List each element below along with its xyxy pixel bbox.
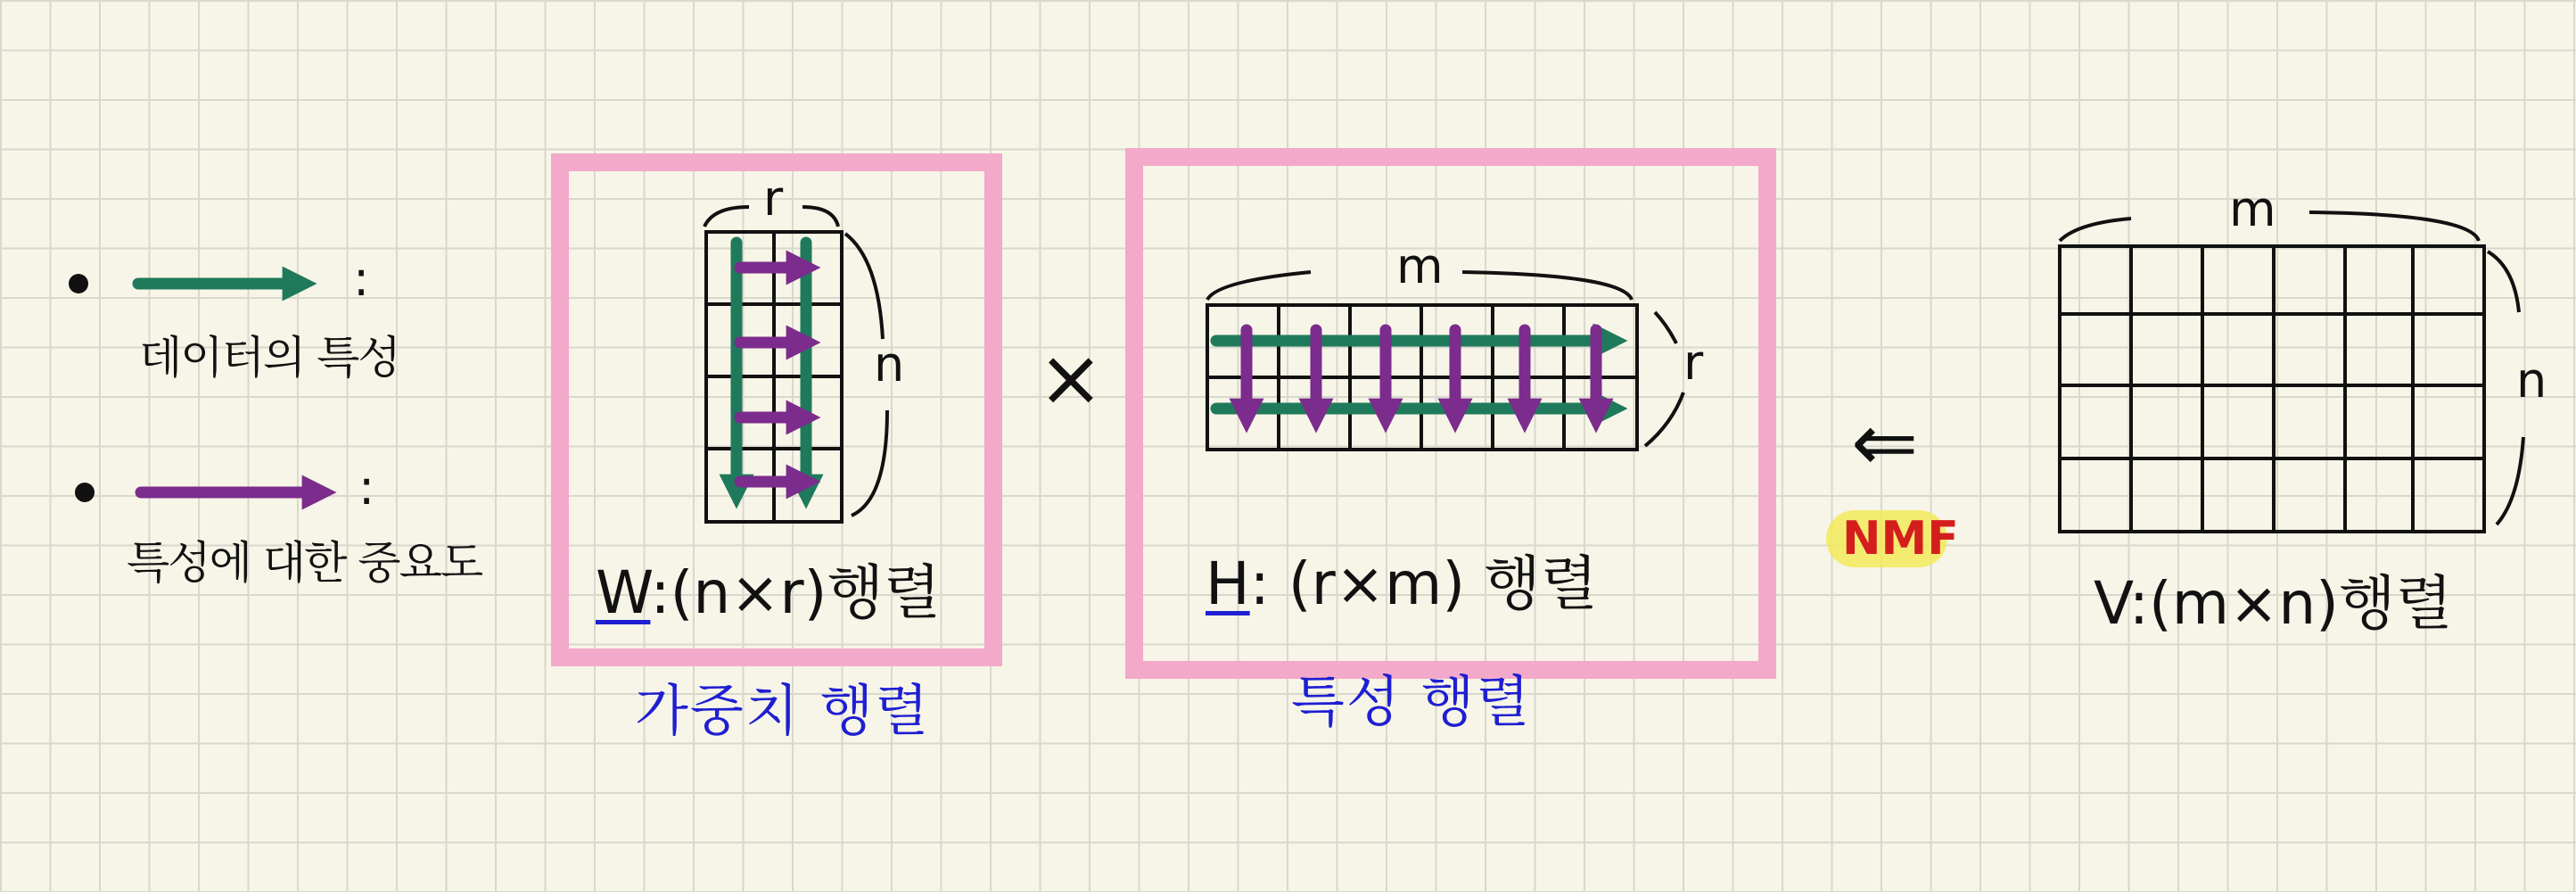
w-matrix-formula-rest: :(n×r)행렬 — [650, 558, 941, 627]
legend-bullet-1 — [69, 274, 88, 293]
v-dim-top-label: m — [2229, 181, 2276, 237]
w-matrix-caption: 가중치 행렬 — [635, 678, 931, 743]
h-matrix-letter: H — [1206, 549, 1250, 618]
legend-label-data-features: 데이터의 특성 — [139, 332, 399, 384]
h-matrix-formula — [1206, 549, 1598, 618]
h-matrix-formula-rest: : (r×m) 행렬 — [1249, 549, 1598, 618]
legend-colon-1: : — [353, 251, 370, 307]
w-dim-side-label: n — [874, 336, 905, 392]
h-matrix-side-brace — [1645, 312, 1683, 446]
nmf-arrow-icon: ⇐ — [1851, 396, 1919, 490]
w-dim-top-label: r — [763, 170, 784, 227]
h-dim-top-label: m — [1396, 238, 1444, 294]
w-matrix-arrows — [737, 243, 807, 495]
h-matrix-caption: 특성 행렬 — [1291, 669, 1532, 734]
legend-bullet-2 — [75, 483, 95, 502]
multiply-operator: × — [1038, 332, 1104, 424]
h-matrix-grid — [1207, 305, 1637, 450]
v-matrix-grid — [2060, 246, 2484, 532]
v-dim-side-label: n — [2516, 352, 2547, 409]
v-matrix-formula: V:(m×n)행렬 — [2094, 569, 2453, 638]
w-matrix-letter: W — [596, 558, 651, 627]
nmf-label: NMF — [1842, 512, 1959, 566]
w-matrix-formula — [596, 558, 941, 627]
h-dim-side-label: r — [1683, 334, 1704, 391]
h-matrix-arrows — [1216, 330, 1614, 419]
legend-label-feature-importance: 특성에 대한 중요도 — [127, 537, 482, 589]
legend-colon-2: : — [358, 459, 375, 516]
